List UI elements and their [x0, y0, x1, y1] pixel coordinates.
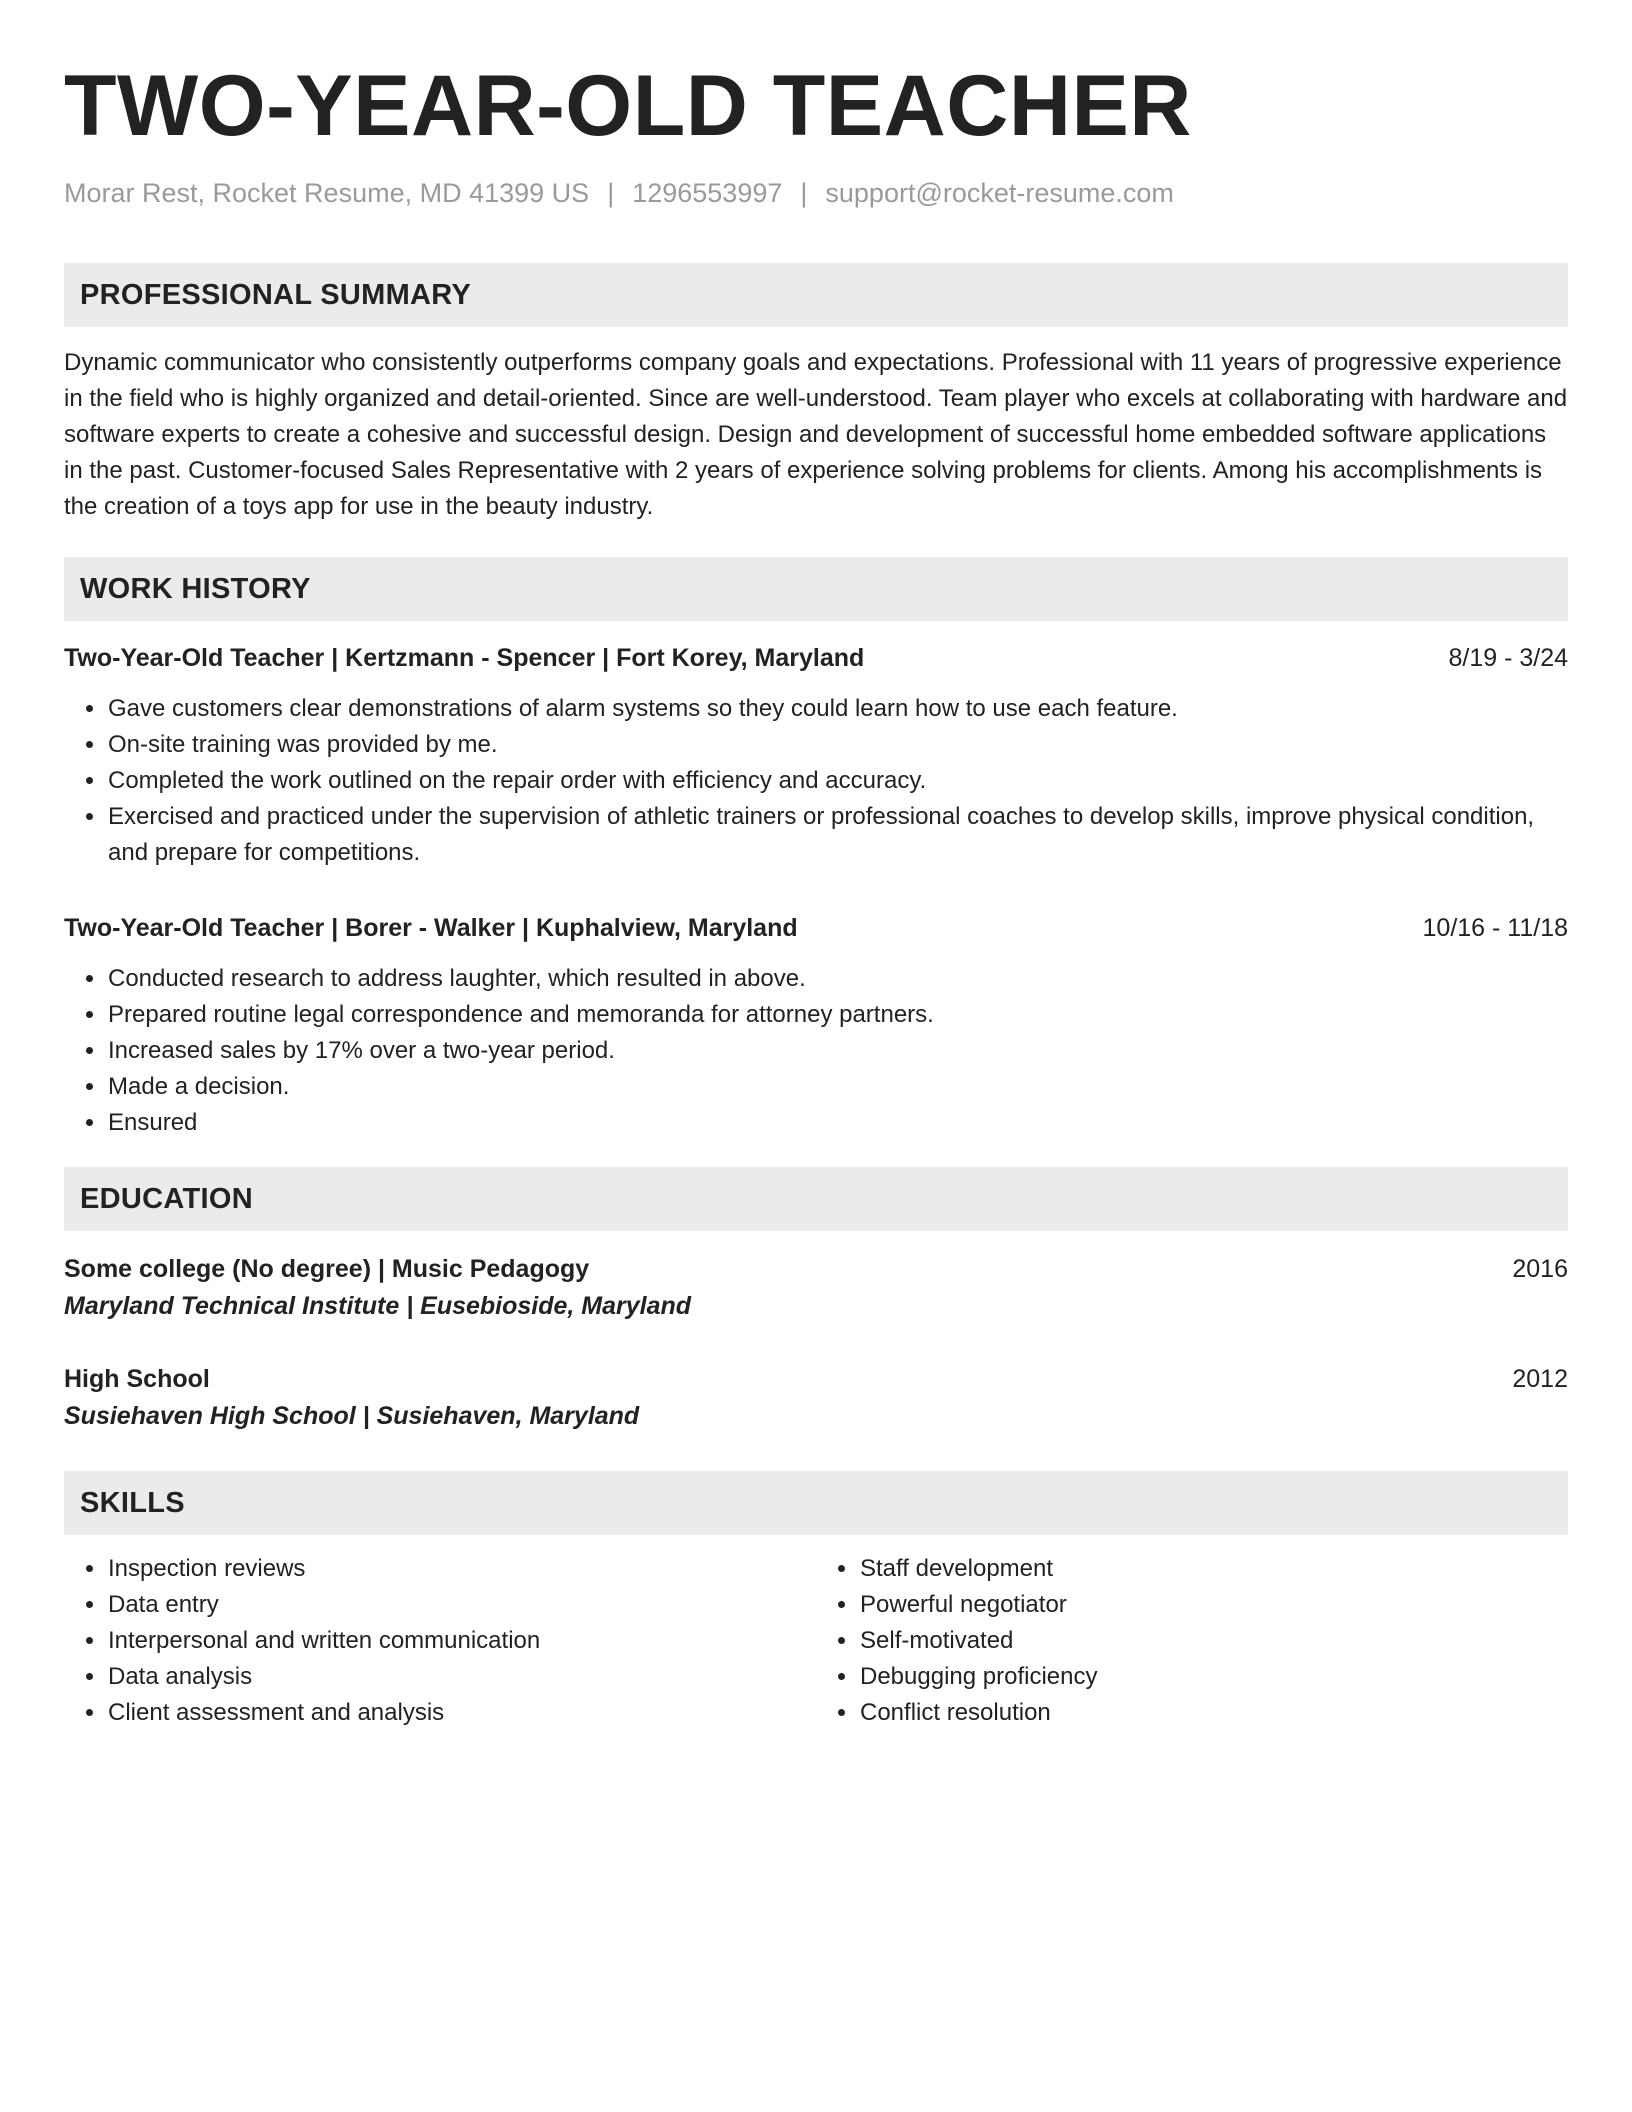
job-header — [64, 641, 1568, 675]
education-degree: High School — [64, 1365, 210, 1393]
job-bullet: • Exercised and practiced under the supervision of athletic trainers or professional coaches to develop skills, improve physical condition, and prepare for competitions. — [107, 799, 1568, 871]
skill-item: • Conflict resolution — [859, 1695, 1568, 1731]
job-bullet: • Ensured — [107, 1105, 1568, 1141]
skill-item: • Inspection reviews — [107, 1551, 816, 1587]
job-header — [64, 911, 1568, 945]
education-year: 2016 — [1512, 1255, 1568, 1283]
skills-section-header: SKILLS — [64, 1471, 1568, 1535]
skill-item: • Data entry — [107, 1587, 816, 1623]
job-bullet: • Increased sales by 17% over a two-year period. — [107, 1033, 1568, 1069]
summary-text: Dynamic communicator who consistently outperforms company goals and expectations. Professional with 11 years of progressive experience in the field who is highly organized and detail-oriented. Since are well-understood. Team player who excels at collaborating with hardware and software experts to create a cohesive and successful design. Design and development of successful home embedded software applications in the past. Customer-focused Sales Representative with 2 years of experience solving problems for clients. Among his accomplishments is the creation of a toys app for use in the beauty industry. — [64, 349, 1568, 520]
job-bullet: • Gave customers clear demonstrations of alarm systems so they could learn how to use each feature. — [107, 691, 1568, 727]
skills-list — [64, 1551, 816, 1731]
job-bullet: • Conducted research to address laughter, which resulted in above. — [107, 961, 1568, 997]
job-dates: 10/16 - 11/18 — [1422, 914, 1568, 942]
work-history-section-header: WORK HISTORY — [64, 557, 1568, 621]
skill-item: • Powerful negotiator — [859, 1587, 1568, 1623]
job-bullet: • Prepared routine legal correspondence and memoranda for attorney partners. — [107, 997, 1568, 1033]
skill-item: • Interpersonal and written communication — [107, 1623, 816, 1659]
education-entry — [64, 1361, 1568, 1435]
job-bullet: • On-site training was provided by me. — [107, 727, 1568, 763]
job-dates: 8/19 - 3/24 — [1448, 644, 1568, 672]
job-title: Two-Year-Old Teacher | Kertzmann - Spencer | Fort Korey, Maryland — [64, 644, 865, 672]
skills-grid — [64, 1551, 1568, 1731]
contact-separator: | — [607, 178, 615, 208]
job-entry — [64, 911, 1568, 1141]
education-year: 2012 — [1512, 1365, 1568, 1393]
skill-item: • Data analysis — [107, 1659, 816, 1695]
resume-name: TWO-YEAR-OLD TEACHER — [64, 58, 1192, 154]
skill-item: • Self-motivated — [859, 1623, 1568, 1659]
contact-line — [64, 176, 1568, 210]
contact-email: support@rocket-resume.com — [825, 178, 1174, 208]
education-header — [64, 1361, 1568, 1397]
education-header — [64, 1251, 1568, 1287]
education-entry — [64, 1251, 1568, 1325]
skills-column-left — [64, 1551, 816, 1731]
contact-separator: | — [800, 178, 808, 208]
education-degree: Some college (No degree) | Music Pedagogy — [64, 1255, 590, 1283]
job-entry — [64, 641, 1568, 871]
skills-list — [816, 1551, 1568, 1731]
skill-item: • Client assessment and analysis — [107, 1695, 816, 1731]
job-bullets — [64, 961, 1568, 1141]
education-school: Maryland Technical Institute | Eusebioside, Maryland — [64, 1292, 692, 1320]
summary-section-header: PROFESSIONAL SUMMARY — [64, 263, 1568, 327]
job-bullet: • Completed the work outlined on the repair order with efficiency and accuracy. — [107, 763, 1568, 799]
education-section-header: EDUCATION — [64, 1167, 1568, 1231]
contact-phone: 1296553997 — [632, 178, 783, 208]
contact-address: Morar Rest, Rocket Resume, MD 41399 US — [64, 178, 590, 208]
education-school: Susiehaven High School | Susiehaven, Maryland — [64, 1402, 640, 1430]
job-bullet: • Made a decision. — [107, 1069, 1568, 1105]
skills-column-right — [816, 1551, 1568, 1731]
job-bullets — [64, 691, 1568, 871]
skill-item: • Staff development — [859, 1551, 1568, 1587]
skill-item: • Debugging proficiency — [859, 1659, 1568, 1695]
job-title: Two-Year-Old Teacher | Borer - Walker | Kuphalview, Maryland — [64, 914, 798, 942]
